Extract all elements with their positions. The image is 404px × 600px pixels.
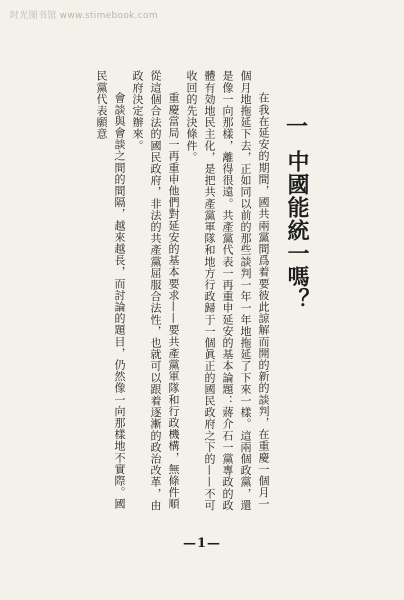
body-text — [50, 70, 272, 518]
chapter-title: 中國能統一嗎？ — [284, 150, 310, 311]
page-number: —1— — [182, 536, 222, 551]
paragraph: 重慶當局一再重申他們對延安的基本要求——要共產黨軍隊和行政機構，無條件順從這個合法的國民政府，非法的共產黨屈服合法性，也就可以跟着逐漸的政治改革，由政府決定辦來。 — [131, 70, 180, 511]
paragraph: 在我在延安的期間，國共兩黨間爲着要彼此諒解而開的新的談判，在重慶一個月一個月地拖延下去，正如同以前的那些談判一年一年地拖延了下來一樣。這兩個政黨，還是像一向那樣，離得很遠。共產黨代表一再重申延安的基本論題：蔣介石一黨專政的政體有効地民主化，是把共產黨軍隊和地方行政歸于一個眞正的國民政府之下的——不可收回的先決條件。 — [185, 70, 270, 511]
chapter-heading — [284, 116, 310, 311]
chapter-number: 一 — [285, 114, 308, 140]
paragraph: 會談與會談之間的間隔，越來越長，而討論的題目，仍然像一向那樣地不實際。國民黨代表願意 — [95, 70, 126, 510]
watermark: 时光图书馆 www.stimebook.com — [10, 11, 158, 21]
